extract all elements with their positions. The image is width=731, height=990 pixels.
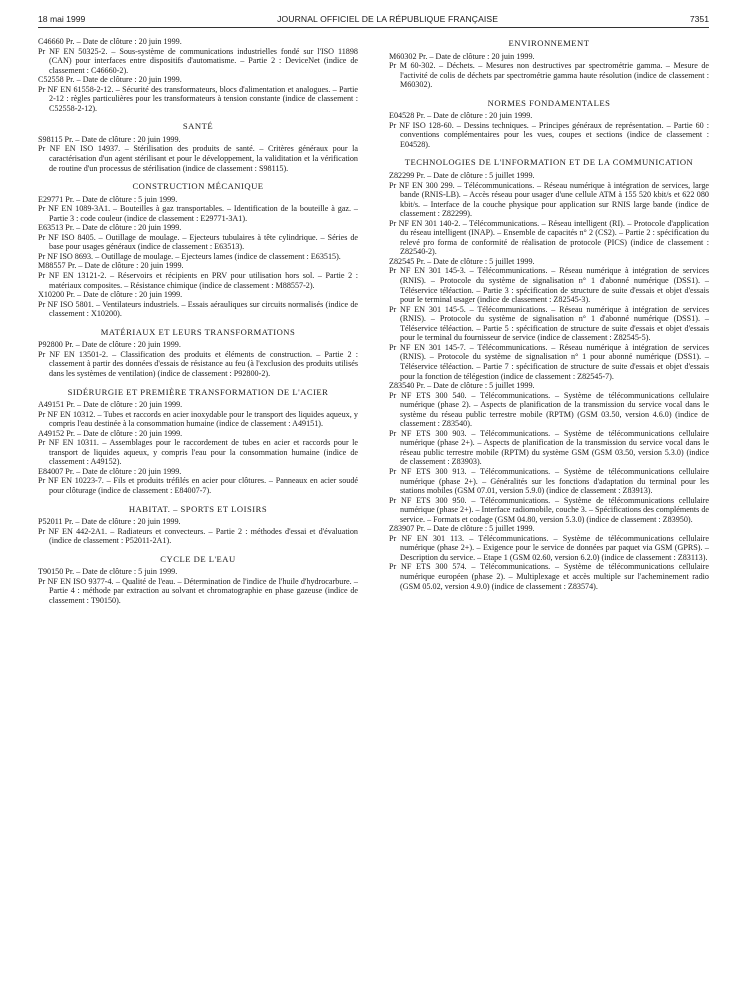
standard-entry: Pr NF ETS 300 950. – Télécommunications. – Système de télécommunications cellulaire numérique (phase 2+). – Interface radiomobile, couche 3. – Spécifications des compléments de service. – Formats et codage (GSM 04.80, version 5.3.0) (indice de classement : Z83950). xyxy=(389,495,709,524)
standard-entry: Pr NF ETS 300 913. – Télécommunications. – Système de télécommunications cellulaire numérique (phase 2+). – Généralités sur les fonctions d'adaptation du terminal pour les stations mobiles (GSM 07.01, version 5.9.0) (indice de classement : Z83913). xyxy=(389,466,709,496)
section-title: TECHNOLOGIES DE L'INFORMATION ET DE LA COMMUNICATION xyxy=(404,157,694,168)
standard-entry: Pr NF ISO 5801. – Ventilateurs industriels. – Essais aérauliques sur circuits normalisés (indice de classement : X10200). xyxy=(38,299,358,319)
standard-entry: Pr NF EN 61558-2-12. – Sécurité des transformateurs, blocs d'alimentation et analogues. – Partie 2-12 : règles particulières pour les transformateurs à tension constante (indice de classement : C52558-2-12). xyxy=(38,84,358,113)
standard-entry: Pr NF ISO 128-60. – Dessins techniques. – Principes généraux de représentation. – Partie 60 : conventions complémentaires pour les vues, coupes et sections (indice de classement : E04528). xyxy=(389,120,709,149)
standard-entry: E63513 Pr. – Date de clôture : 20 juin 1999. xyxy=(38,223,182,233)
standard-entry: Pr NF ETS 300 903. – Télécommunications. – Système de télécommunications cellulaire numérique (phase 2+). – Aspects de planification de la transmission du service vocal dans le réseau public terrestre mobile (RPTM) du système GSM (GSM 03.50, version 5.3.0) (indice de classement : Z83903). xyxy=(389,428,709,467)
standard-entry: Pr NF EN 10312. – Tubes et raccords en acier inoxydable pour le transport des liquides aqueux, y compris l'eau destinée à la consommation humaine (indice de classement : A49151). xyxy=(38,409,358,429)
standard-entry: Pr NF EN 442-2A1. – Radiateurs et convecteurs. – Partie 2 : méthodes d'essai et d'évaluation (indice de classement : P52011-2A1). xyxy=(38,526,358,546)
standard-entry: Pr M 60-302. – Déchets. – Mesures non destructives par spectrométrie gamma. – Mesure de l'activité de colis de déchets par spectrométrie gamma haute résolution (indice de classement : M60302). xyxy=(389,61,709,90)
standard-entry: Pr NF EN 10311. – Assemblages pour le raccordement de tubes en acier et raccords pour le transport de liquides aqueux, y compris l'eau pour la consommation humaine (indice de classement : A49152). xyxy=(38,438,358,467)
section-title: SANTÉ xyxy=(182,121,214,132)
standard-entry: A49151 Pr. – Date de clôture : 20 juin 1999. xyxy=(38,400,183,410)
right-column xyxy=(389,37,709,614)
standard-entry: Pr NF EN 301 140-2. – Télécommunications. – Réseau intelligent (RI). – Protocole d'application du réseau intelligent (INAP). – Ensemble de capacités n° 2 (CS2). – Partie 2 : spécification du relevé pro forma de conformité de réalisation de protocole (PICS) (indice de classement : Z82540-2). xyxy=(389,218,709,257)
columns xyxy=(38,37,709,614)
section-title: MATÉRIAUX ET LEURS TRANSFORMATIONS xyxy=(100,326,296,337)
section-title: HABITAT. – SPORTS ET LOISIRS xyxy=(128,503,268,514)
standard-entry: Pr NF EN ISO 9377-4. – Qualité de l'eau. – Détermination de l'indice de l'huile d'hydrocarbure. – Partie 4 : méthode par extraction au solvant et chromatographie en phase gazeuse (indice de classement : T90150). xyxy=(38,576,358,605)
section xyxy=(389,99,709,150)
standard-entry: E29771 Pr. – Date de clôture : 5 juin 1999. xyxy=(38,194,178,204)
standard-entry: A49152 Pr. – Date de clôture : 20 juin 1999. xyxy=(38,428,183,438)
section xyxy=(389,158,709,591)
page-header xyxy=(38,14,709,28)
standard-entry: M60302 Pr. – Date de clôture : 20 juin 1999. xyxy=(389,51,535,61)
section-title: SIDÉRURGIE ET PREMIÈRE TRANSFORMATION DE L'ACIER xyxy=(67,386,329,397)
section xyxy=(38,328,358,379)
standard-entry: Pr NF EN 301 145-7. – Télécommunications. – Réseau numérique à intégration de services (RNIS). – Protocole du système de signalisation n° 1 pour abonné numérique (DSS1). – Téléservice téléaction. – Partie 7 : spécification de structure de suite d'essais et objet d'essais pour la fonction de télégestion (indice de classement : Z82545-7). xyxy=(389,342,709,381)
standard-entry: Z83540 Pr. – Date de clôture : 5 juillet 1999. xyxy=(389,381,535,391)
standard-entry: Pr NF ETS 300 574. – Télécommunications. – Système de télécommunications cellulaire numérique européen (phase 2). – Multiplexage et accès multiple sur l'acheminement radio (GSM 05.02, version 4.9.0) (indice de classement : Z83574). xyxy=(389,562,709,591)
standard-entry: Pr NF EN ISO 14937. – Stérilisation des produits de santé. – Critères généraux pour la caractérisation d'un agent stérilisant et pour le développement, la validitation et la vérification de routine d'un processus de stérilisation (indice de classement : S98115). xyxy=(38,144,358,173)
standard-entry: P92800 Pr. – Date de clôture : 20 juin 1999. xyxy=(38,340,181,350)
standard-entry: M88557 Pr. – Date de clôture : 20 juin 1999. xyxy=(38,261,184,271)
standard-entry: Z82545 Pr. – Date de clôture : 5 juillet 1999. xyxy=(389,256,535,266)
standard-entry: E84007 Pr. – Date de clôture : 20 juin 1999. xyxy=(38,466,182,476)
standard-entry: Pr NF EN 1089-3A1. – Bouteilles à gaz transportables. – Identification de la bouteille à gaz. – Partie 3 : code couleur (indice de classement : E29771-3A1). xyxy=(38,204,358,223)
section-title: CYCLE DE L'EAU xyxy=(160,553,236,564)
standard-entry: C52558 Pr. – Date de clôture : 20 juin 1999. xyxy=(38,75,182,85)
section xyxy=(38,505,358,546)
standard-entry: Z82299 Pr. – Date de clôture : 5 juillet 1999. xyxy=(389,171,535,181)
standard-entry: Pr NF EN 50325-2. – Sous-système de communications industrielles fondé sur l'ISO 11898 (CAN) pour interfaces entre dispositifs d'automatisme. – Partie 2 : DeviceNet (indice de classement : C46660-2). xyxy=(38,46,358,75)
standard-entry: Pr NF EN 13501-2. – Classification des produits et éléments de construction. – Partie 2 : classement à partir des données d'essais de résistance au feu (à l'exclusion des produits utilisés dans les systèmes de ventilation) (indice de classement : P92800-2). xyxy=(38,349,358,378)
standard-entry: Pr NF ISO 8693. – Outillage de moulage. – Ejecteurs lames (indice de classement : E63515). xyxy=(38,251,341,261)
section xyxy=(38,555,358,606)
standard-entry: E04528 Pr. – Date de clôture : 20 juin 1999. xyxy=(389,111,533,121)
section-title: ENVIRONNEMENT xyxy=(508,38,590,48)
section-title: NORMES FONDAMENTALES xyxy=(487,97,611,108)
standard-entry: S98115 Pr. – Date de clôture : 20 juin 1999. xyxy=(38,134,181,144)
standard-entry: Pr NF EN 13121-2. – Réservoirs et récipients en PRV pour utilisation hors sol. – Partie 2 : matériaux composites. – Résistance chimique (indice de classement : M88557-2). xyxy=(38,271,358,290)
standard-entry: Pr NF EN 301 145-5. – Télécommunications. – Réseau numérique à intégration de services (RNIS). – Protocole du système de signalisation n° 1 d'abonné numérique (DSS1). – Téléservice téléaction. – Partie 5 : spécification de structure de suite d'essais et objet d'essais pour le terminal du fournisseur de service (indice de classement : Z82545-5). xyxy=(389,304,709,343)
section xyxy=(389,39,709,90)
standard-entry: Pr NF EN 300 299. – Télécommunications. – Réseau numérique à intégration de services, large bande (RNIS-LB). – Accès réseau pour usager d'une cellule ATM à 155 520 kbit/s et 622 080 kbit/s. – Interface de la couche physique pour application sur RNIS large bande (indice de classement : Z82299). xyxy=(389,180,709,219)
standard-entry: P52011 Pr. – Date de clôture : 20 juin 1999. xyxy=(38,517,181,527)
section-title: CONSTRUCTION MÉCANIQUE xyxy=(132,181,264,192)
header-date: 18 mai 1999 xyxy=(38,14,86,24)
section xyxy=(38,182,358,319)
standard-entry: Pr NF EN 301 113. – Télécommunications. – Système de télécommunications cellulaire numérique (phase 2+). – Exigence pour le service de données par paquet via GSM (GPRS). – Description du service. – Etape 1 (GSM 02.60, version 6.2.0) (indice de classement : Z83113). xyxy=(389,533,709,562)
standard-entry: T90150 Pr. – Date de clôture : 5 juin 1999. xyxy=(38,567,178,577)
standard-entry: Pr NF EN 301 145-3. – Télécommunications. – Réseau numérique à intégration de services (RNIS). – Protocole du système de signalisation n° 1 d'abonné numérique (DSS1). – Téléservice téléaction. – Partie 3 : spécification de structure de suite d'essais et objet d'essais pour le terminal usager (indice de classement : Z82545-3). xyxy=(389,266,709,305)
left-column xyxy=(38,37,358,614)
standard-entry: Pr NF EN 10223-7. – Fils et produits tréfilés en acier pour clôtures. – Panneaux en acier soudé pour clôturage (indice de classement : E84007-7). xyxy=(38,476,358,495)
section xyxy=(38,37,358,113)
standard-entry: Z83907 Pr. – Date de clôture : 5 juillet 1999. xyxy=(389,524,535,534)
standard-entry: C46660 Pr. – Date de clôture : 20 juin 1999. xyxy=(38,37,182,46)
section xyxy=(38,122,358,173)
section xyxy=(38,388,358,496)
header-journal-title: JOURNAL OFFICIEL DE LA RÉPUBLIQUE FRANÇAISE xyxy=(277,14,499,24)
standard-entry: Pr NF ETS 300 540. – Télécommunications. – Système de télécommunications cellulaire numérique (phase 2). – Aspects de planification de la transmission du service vocal dans le système du réseau public terrestre mobile (RPTM) (GSM 03.50, version 4.6.0) (indice de classement : Z83540). xyxy=(389,390,709,429)
standard-entry: X10200 Pr. – Date de clôture : 20 juin 1999. xyxy=(38,290,183,300)
standard-entry: Pr NF ISO 8405. – Outillage de moulage. – Ejecteurs tubulaires à tête cylindrique. – Séries de base pour usages généraux (indice de classement : E63513). xyxy=(38,232,358,252)
header-page-number: 7351 xyxy=(689,14,709,24)
